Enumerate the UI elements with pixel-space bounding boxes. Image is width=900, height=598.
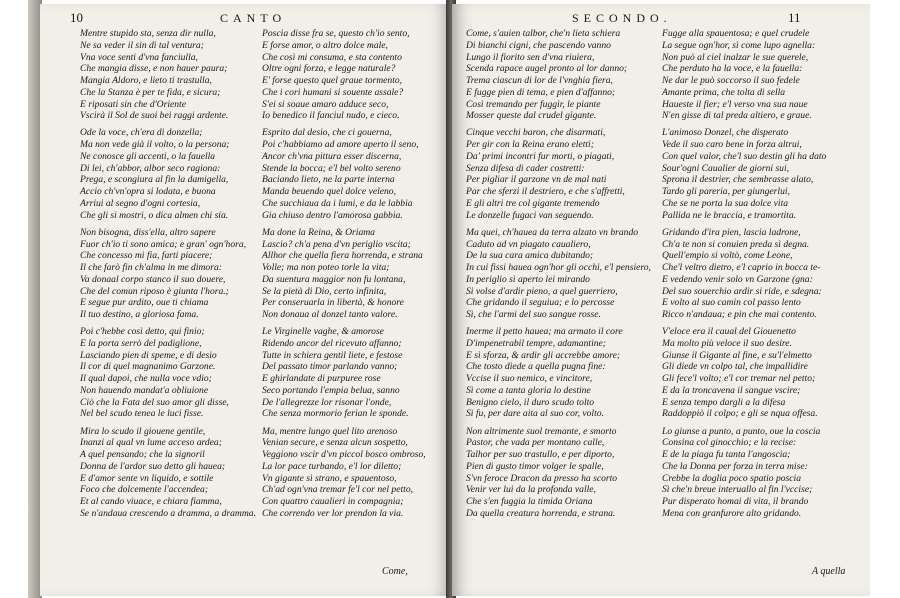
verse-line: Il che farò fin ch'alma in me dimora: bbox=[80, 262, 222, 274]
left-running-head: CANTO bbox=[220, 11, 287, 25]
verse-line: Pien di gusto timor volger le spalle, bbox=[466, 460, 604, 472]
verse-line: Che succhiaua da i lumi, e da le labbia bbox=[262, 197, 413, 209]
verse-line: Se n'andaua crescendo a dramma, a dramma. bbox=[80, 507, 256, 519]
stanza bbox=[466, 426, 666, 520]
verse-line: Trema ciascun di lor de l'vnghia fiera, bbox=[466, 75, 613, 86]
verse-line: Non può al ciel inalzar le sue querele, bbox=[662, 51, 809, 63]
right-running-head: SECONDO. bbox=[572, 11, 672, 25]
stanza bbox=[662, 426, 862, 520]
verse-line: S'ei si soaue amaro adduce seco, bbox=[262, 98, 389, 110]
verse-line: Poi c'habbiamo ad amore aperto il seno, bbox=[262, 139, 419, 151]
verse-line: Mira lo scudo il giouene gentile, bbox=[80, 425, 206, 437]
verse-line: Le donzelle fugaci van seguendo. bbox=[466, 209, 594, 221]
verse-line: Fugge alla spauentosa; e quel crudele bbox=[662, 28, 810, 39]
verse-line: V'eloce era il caual del Giouenetto bbox=[662, 326, 796, 338]
verse-line: Ch'a te non si conuien preda sì degna. bbox=[662, 238, 810, 250]
verse-line: Che perduto ha la voce, e la fauella: bbox=[662, 63, 803, 75]
verse-line: Ode la voce, ch'era di donzella; bbox=[80, 127, 203, 139]
verse-line: Con quattro caualieri in compagnia; bbox=[262, 496, 404, 508]
verse-line: De l'allegrezze lor risonar l'onde, bbox=[262, 396, 392, 408]
verse-line: Per conseruarla in libertà, & honore bbox=[262, 297, 404, 309]
verse-line: Gli diede vn colpo tal, che impallidire bbox=[662, 361, 808, 373]
stanza bbox=[262, 426, 450, 520]
verse-line: Crebbe la doglia poco spatio poscia bbox=[662, 472, 802, 484]
verse-line: Che i cori humani si souente assale? bbox=[262, 86, 404, 98]
verse-line: Di lei, ch'abbor, albor seco ragiona: bbox=[80, 162, 221, 174]
verse-line: Mena con granfurore alto gridando. bbox=[662, 507, 802, 519]
verse-line: Mangia Aldoro, e lieto ti trastulla, bbox=[80, 75, 212, 86]
verse-line: Se la pietà di Dio, certo infinita, bbox=[262, 285, 387, 297]
verse-line: Da' primi incontri fur morti, o piagati, bbox=[466, 150, 615, 162]
verse-line: E vedendo venir solo vn Garzone (gna: bbox=[662, 273, 813, 285]
verse-line: Sour'ogni Caualier de giorni sui, bbox=[662, 162, 790, 174]
verse-line: Ma non vede già il volto, o la persona; bbox=[80, 139, 230, 151]
verse-line: Sì fu, per dare aita al suo cor, volto. bbox=[466, 408, 604, 420]
verse-line: Ne sa veder il sin di tal ventura; bbox=[80, 39, 204, 51]
verse-line: Che la Stanza è per te fida, e sicura; bbox=[80, 86, 221, 98]
verse-line: Scenda rapace augel pronto al lor danno; bbox=[466, 63, 628, 75]
stanza bbox=[262, 227, 450, 321]
stanza bbox=[80, 28, 280, 122]
verse-line: N'en gisse di tal preda altiero, e graue. bbox=[662, 110, 812, 122]
verse-line: Del passato timor parlando vanno; bbox=[262, 361, 398, 373]
verse-line: E' forse questo quel graue tormento, bbox=[262, 75, 403, 86]
verse-line: Che senza mormorio ferian le sponde. bbox=[262, 408, 409, 420]
verse-line: Da suentura maggior non fu lontana, bbox=[262, 273, 406, 285]
stanza bbox=[466, 326, 666, 420]
verse-line: Venian secure, e senza alcun sospetto, bbox=[262, 437, 408, 449]
verse-line: De la sua cara amica dubitando; bbox=[466, 250, 594, 262]
verse-line: E la porta serrò del padiglione, bbox=[80, 337, 202, 349]
verse-line: Gli fece'l volto; e'l cor tremar nel petto; bbox=[662, 373, 816, 385]
verse-line: L'animoso Donzel, che disperato bbox=[662, 127, 789, 139]
verse-line: Prega, e scongiura al fin la damigella, bbox=[80, 174, 229, 186]
verse-line: Poi c'hebbe così detto, qui finio; bbox=[80, 326, 205, 338]
verse-line: Manda beuendo quel dolce veleno, bbox=[262, 186, 396, 198]
verse-line: Ne dar le può soccorso il suo fedele bbox=[662, 75, 800, 86]
verse-line: Donna de l'ardor suo detto gli hauea; bbox=[80, 460, 226, 472]
stanza bbox=[466, 227, 666, 321]
left-catchword: Come, bbox=[382, 566, 408, 577]
verse-line: Benigno cielo, il duro scudo tolto bbox=[466, 396, 595, 408]
verse-line: Senza difesa di cader costretti: bbox=[466, 162, 585, 174]
verse-line: Lo giunse a punto, a punto, oue la coscia bbox=[662, 425, 821, 437]
verse-line: D'impenetrabil tempre, adamantine; bbox=[466, 337, 606, 349]
stanza bbox=[80, 227, 280, 321]
left-column-1 bbox=[80, 28, 280, 525]
verse-line: Ancor ch'vna pittura esser discerna, bbox=[262, 150, 402, 162]
verse-line: Vccise il suo nemico, e vincitore, bbox=[466, 373, 593, 385]
verse-line: Caduto ad vn piagato caualiero, bbox=[466, 238, 591, 250]
verse-line: Ma molto più veloce il suo desire. bbox=[662, 337, 792, 349]
verse-line: Gia chiuso dentro l'amorosa gabbia. bbox=[262, 209, 403, 221]
verse-line: Che così mi consuma, e sta contento bbox=[262, 51, 402, 63]
verse-line: Ciò che la Fata del suo amor gli disse, bbox=[80, 396, 229, 408]
verse-line: Ricco n'andaua; e pin che mai contento. bbox=[662, 309, 817, 321]
left-page bbox=[40, 4, 450, 596]
verse-line: Inanzi al qual vn lume acceso ardea; bbox=[80, 437, 222, 449]
verse-line: Seco portando l'empia belua, sanno bbox=[262, 384, 400, 396]
verse-line: Per gir con la Reina erano eletti; bbox=[466, 139, 594, 151]
verse-line: A quel pensando; che la signoril bbox=[80, 449, 205, 461]
verse-line: Et al cando viuace, e chiara fiamma, bbox=[80, 496, 222, 508]
verse-line: E segue pur ardito, oue ti chiama bbox=[80, 297, 209, 309]
verse-line: Inerme il petto hauea; ma armato il core bbox=[466, 326, 623, 338]
verse-line: Allhor che quella fiera horrenda, e strana bbox=[262, 250, 423, 262]
stanza bbox=[80, 326, 280, 420]
verse-line: Amante prima, che tolta di sella bbox=[662, 86, 786, 98]
verse-line: Tardo gli pareria, per giungerlui, bbox=[662, 186, 790, 198]
verse-line: Ridendo ancor del ricevuto affanno; bbox=[262, 337, 402, 349]
verse-line: Sì che'n breue interuallo al fin l'vccise; bbox=[662, 484, 813, 496]
verse-line: Consina col ginocchio; e la recise: bbox=[662, 437, 797, 449]
verse-line: Io benedico il fanciul nudo, e cieco. bbox=[262, 110, 400, 122]
verse-line: Foco che dolcemente l'accendea; bbox=[80, 484, 209, 496]
verse-line: Tutte in schiera gentil liete, e festose bbox=[262, 349, 403, 361]
verse-line: Che gridando il seguiua; e lo percosse bbox=[466, 297, 615, 309]
verse-line: Le Virginelle vaghe, & amorose bbox=[262, 326, 384, 338]
verse-line: Va donaal corpo stanco il suo douere, bbox=[80, 273, 226, 285]
verse-line: Lasciando pien di speme, e di desio bbox=[80, 349, 217, 361]
stanza bbox=[262, 326, 450, 420]
verse-line: Veggiono vscir d'vn piccol bosco ombroso, bbox=[262, 449, 426, 461]
verse-line: Haueste il fier; e'l verso vna sua naue bbox=[662, 98, 808, 110]
verse-line: Sì, che l'armi del suo sangue rosse. bbox=[466, 309, 601, 321]
verse-line: E sì sforza, & ardir gli accrebbe amore; bbox=[466, 349, 621, 361]
verse-line: Ma, mentre lungo quel lito arenoso bbox=[262, 425, 398, 437]
right-page bbox=[452, 4, 870, 596]
verse-line: Volle; ma non poteo torle la vita; bbox=[262, 262, 390, 274]
stanza bbox=[466, 28, 666, 122]
verse-line: La lor pace turbando, e'l lor diletto; bbox=[262, 460, 402, 472]
verse-line: Baciando lieto, ne la parte interna bbox=[262, 174, 395, 186]
verse-line: E senza tempo dargli a la difesa bbox=[662, 396, 786, 408]
stanza bbox=[662, 127, 862, 221]
right-column-2 bbox=[662, 28, 862, 525]
verse-line: Fuor ch'io ti sono amica; e gran' ogn'hora, bbox=[80, 238, 247, 250]
verse-line: Ch'ad ogn'vna tremar fe'l cor nel petto, bbox=[262, 484, 414, 496]
verse-line: La segue ogn'hor, sì come lupo agnella: bbox=[662, 39, 816, 51]
verse-line: Quell'empio si voltò, come Leone, bbox=[662, 250, 793, 262]
verse-line: E volto al suo camin col passo lento bbox=[662, 297, 801, 309]
verse-line: Esprito dal desio, che ci gouerna, bbox=[262, 127, 392, 139]
verse-line: Che'l veltro dietro, e'l caprio in bocca te- bbox=[662, 262, 821, 274]
verse-line: Si volse d'ardir pieno, a quel guerriero, bbox=[466, 285, 618, 297]
verse-line: Raddoppiò il colpo; e gli se nqua offesa. bbox=[662, 408, 818, 420]
left-column-2 bbox=[262, 28, 450, 525]
verse-line: Non bisogna, diss'ella, altro sapere bbox=[80, 226, 216, 238]
verse-line: E de la piaga fu tanta l'angoscia; bbox=[662, 449, 791, 461]
verse-line: Che gli si mostri, o dica almen chi sia. bbox=[80, 209, 229, 221]
right-page-number: 11 bbox=[788, 10, 801, 25]
verse-line: Venir ver lui da la profonda valle, bbox=[466, 484, 596, 496]
verse-line: Ma quei, ch'hauea da terra alzato vn brando bbox=[466, 226, 639, 238]
verse-line: Mosser queste dal crudel gigante. bbox=[466, 110, 597, 122]
verse-line: Come, s'auien talbor, che'n lieta schiera bbox=[466, 28, 621, 39]
verse-line: Pallida ne le braccia, e tramortita. bbox=[662, 209, 797, 221]
verse-line: Mentre stupido sta, senza dir nulla, bbox=[80, 28, 216, 39]
verse-line: E ghirlandate di purpuree rose bbox=[262, 373, 381, 385]
verse-line: Che se ne porta la sua dolce vita bbox=[662, 197, 789, 209]
verse-line: Non altrimente suol tremante, e smorto bbox=[466, 425, 617, 437]
verse-line: Pur disperato homai di vita, il brando bbox=[662, 496, 809, 508]
verse-line: E d'amor sente vn liquido, e sottile bbox=[80, 472, 214, 484]
stanza bbox=[662, 326, 862, 420]
verse-line: Sì come a tanta gloria lo destine bbox=[466, 384, 591, 396]
verse-line: Stende la bocca; e'l bel volto sereno bbox=[262, 162, 401, 174]
verse-line: Con quel valor, che'l suo destin gli ha dato bbox=[662, 150, 827, 162]
verse-line: E riposati sin che d'Oriente bbox=[80, 98, 186, 110]
verse-line: Vede il suo caro bene in forza altrui, bbox=[662, 139, 802, 151]
verse-line: E fugge pien di tema, e pien d'affanno; bbox=[466, 86, 616, 98]
verse-line: Arriui al segno d'ogni cortesia, bbox=[80, 197, 201, 209]
verse-line: Poscia disse fra se, questo ch'io sento, bbox=[262, 28, 410, 39]
verse-line: Giunse il Gigante al fine, e su'l'elmetto bbox=[662, 349, 812, 361]
verse-line: Il qual dapoi, che nulla voce vdio; bbox=[80, 373, 212, 385]
verse-line: Che tosto diede a quella pugna fine: bbox=[466, 361, 606, 373]
verse-line: Cinque vecchi baron, che disarmati, bbox=[466, 127, 606, 139]
verse-line: Che del comun riposo è giunta l'hora.; bbox=[80, 285, 229, 297]
verse-line: Che mangia disse, e non hauer paura; bbox=[80, 63, 228, 75]
verse-line: Talhor per suo trastullo, e per diporto, bbox=[466, 449, 615, 461]
verse-line: S'vn feroce Dracon da presso ha scorto bbox=[466, 472, 618, 484]
stanza bbox=[662, 227, 862, 321]
verse-line: Nel bel scudo tenea le luci fisse. bbox=[80, 408, 204, 420]
verse-line: Per pigliar il garzone vn de mal nati bbox=[466, 174, 607, 186]
verse-line: Accio ch'vn'opra si lodata, e buona bbox=[80, 186, 216, 198]
stanza bbox=[662, 28, 862, 122]
stanza bbox=[80, 426, 280, 520]
verse-line: Il tuo destino, a gloriosa fama. bbox=[80, 309, 199, 321]
verse-line: Il cor di quel magnanimo Garzone. bbox=[80, 361, 216, 373]
verse-line: In periglio sì aperto lei mirando bbox=[466, 273, 590, 285]
stanza bbox=[466, 127, 666, 221]
verse-line: E da la troncavena il sangue vscire; bbox=[662, 384, 801, 396]
verse-line: Non hauendo mandat'a obliuione bbox=[80, 384, 209, 396]
verse-line: Sprona il destrier, che sembrasse alato, bbox=[662, 174, 814, 186]
stanza bbox=[262, 28, 450, 122]
verse-line: E gli altri tre col gigante tremendo bbox=[466, 197, 600, 209]
right-page-header bbox=[452, 10, 870, 28]
left-page-number: 10 bbox=[70, 10, 83, 25]
verse-line: Che la Donna per forza in terra mise: bbox=[662, 460, 808, 472]
verse-line: Che s'en fuggia la timida Oriana bbox=[466, 496, 593, 508]
verse-line: Ma done la Reina, & Oriama bbox=[262, 226, 375, 238]
verse-line: Ne conosce gli accenti, o la fauella bbox=[80, 150, 216, 162]
verse-line: In cui fissi hauea ogn'hor gli occhi, e'l pensiero, bbox=[466, 262, 651, 274]
verse-line: E forse amor, o altro dolce male, bbox=[262, 39, 388, 51]
stanza bbox=[80, 127, 280, 221]
verse-line: Da quella creatura horrenda, e strana. bbox=[466, 507, 616, 519]
verse-line: Che correndo ver lor prendon la via. bbox=[262, 507, 404, 519]
right-column-1 bbox=[466, 28, 666, 525]
left-page-header bbox=[40, 10, 450, 28]
right-catchword: A quella bbox=[812, 566, 846, 577]
verse-line: Vn gigante sì strano, e spauentoso, bbox=[262, 472, 397, 484]
verse-line: Così tremando per fuggir, le piante bbox=[466, 98, 601, 110]
verse-line: Che concesso mi fia, farti piacere; bbox=[80, 250, 213, 262]
verse-line: Del suo souerchio ardir si ride, e sdegna: bbox=[662, 285, 822, 297]
verse-line: Par che sferzi il destriero, e che s'affretti, bbox=[466, 186, 625, 198]
verse-line: Pastor, che vada per montano calle, bbox=[466, 437, 605, 449]
verse-line: Vscirà il Sol de suoi bei raggi ardente. bbox=[80, 110, 229, 122]
verse-line: Gridando d'ira pien, lascia ladrone, bbox=[662, 226, 801, 238]
verse-line: Lascio? ch'a pena d'vn periglio vscita; bbox=[262, 238, 411, 250]
verse-line: Vna voce senti d'vna fanciulla, bbox=[80, 51, 198, 63]
verse-line: Non donaua al donzel tanto valore. bbox=[262, 309, 398, 321]
verse-line: Oltre ogni forza, e legge naturale? bbox=[262, 63, 396, 75]
verse-line: Di bianchi cigni, che pascendo vanno bbox=[466, 39, 611, 51]
verse-line: Lungo il fiorito sen d'vna riuiera, bbox=[466, 51, 595, 63]
stanza bbox=[262, 127, 450, 221]
